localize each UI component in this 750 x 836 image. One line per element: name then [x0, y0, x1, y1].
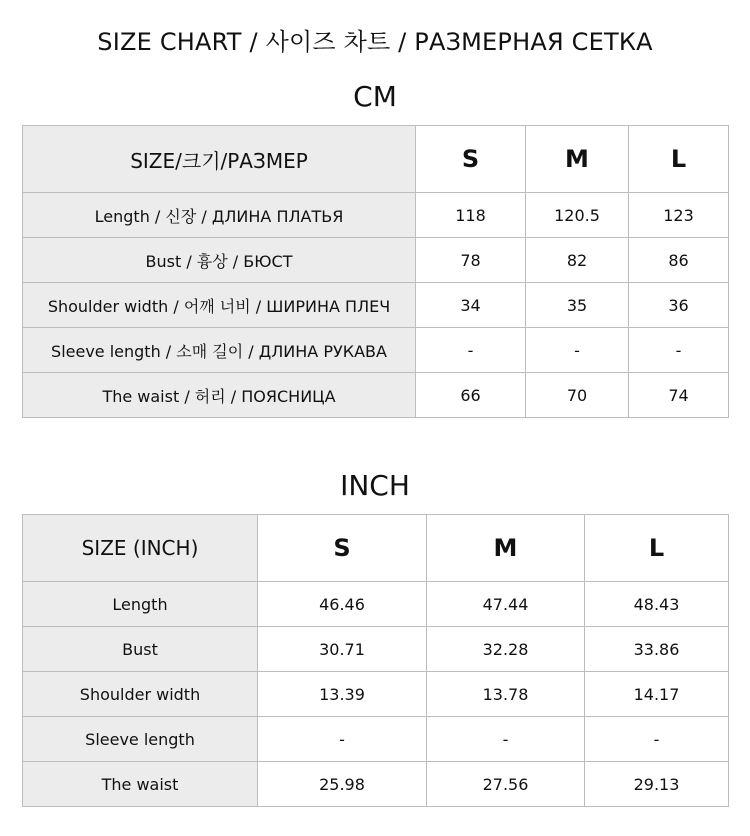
cell-value: 30.71	[258, 627, 427, 672]
inch-header-row	[23, 515, 729, 582]
cm-size-header-label: SIZE/크기/РАЗМЕР	[23, 126, 416, 193]
row-label: Sleeve length	[23, 717, 258, 762]
cell-value: -	[585, 717, 729, 762]
table-row	[23, 238, 729, 283]
cell-value: 32.28	[427, 627, 585, 672]
row-label: The waist / 허리 / ПОЯСНИЦА	[23, 373, 416, 418]
cell-value: -	[416, 328, 526, 373]
cm-size-table	[22, 125, 729, 418]
row-label: Shoulder width / 어깨 너비 / ШИРИНА ПЛЕЧ	[23, 283, 416, 328]
inch-size-table	[22, 514, 729, 807]
inch-unit-heading: INCH	[340, 469, 410, 502]
cell-value: 74	[629, 373, 729, 418]
cell-value: 25.98	[258, 762, 427, 807]
cell-value: 36	[629, 283, 729, 328]
table-row	[23, 762, 729, 807]
cell-value: 14.17	[585, 672, 729, 717]
cm-size-m: M	[526, 126, 629, 193]
cell-value: 34	[416, 283, 526, 328]
cell-value: 82	[526, 238, 629, 283]
cell-value: -	[427, 717, 585, 762]
inch-size-l: L	[585, 515, 729, 582]
inch-size-s: S	[258, 515, 427, 582]
inch-size-header-label: SIZE (INCH)	[23, 515, 258, 582]
cell-value: 86	[629, 238, 729, 283]
cm-size-l: L	[629, 126, 729, 193]
row-label: Length	[23, 582, 258, 627]
table-row	[23, 582, 729, 627]
page-title: SIZE CHART / 사이즈 차트 / РАЗМЕРНАЯ СЕТКА	[97, 28, 653, 56]
cell-value: 27.56	[427, 762, 585, 807]
row-label: Length / 신장 / ДЛИНА ПЛАТЬЯ	[23, 193, 416, 238]
cm-unit-heading: CM	[353, 80, 397, 113]
cell-value: 35	[526, 283, 629, 328]
cell-value: 118	[416, 193, 526, 238]
table-row	[23, 373, 729, 418]
table-row	[23, 717, 729, 762]
cm-header-row	[23, 126, 729, 193]
cell-value: 123	[629, 193, 729, 238]
cell-value: 46.46	[258, 582, 427, 627]
cell-value: 29.13	[585, 762, 729, 807]
cell-value: -	[526, 328, 629, 373]
cell-value: 66	[416, 373, 526, 418]
cell-value: 120.5	[526, 193, 629, 238]
cell-value: 47.44	[427, 582, 585, 627]
cell-value: 70	[526, 373, 629, 418]
row-label: Bust / 흉상 / БЮСТ	[23, 238, 416, 283]
table-row	[23, 283, 729, 328]
table-row	[23, 193, 729, 238]
table-row	[23, 627, 729, 672]
cell-value: 78	[416, 238, 526, 283]
cell-value: 33.86	[585, 627, 729, 672]
table-row	[23, 672, 729, 717]
inch-size-m: M	[427, 515, 585, 582]
row-label: Shoulder width	[23, 672, 258, 717]
row-label: Bust	[23, 627, 258, 672]
cell-value: -	[629, 328, 729, 373]
cell-value: -	[258, 717, 427, 762]
row-label: The waist	[23, 762, 258, 807]
cell-value: 48.43	[585, 582, 729, 627]
cell-value: 13.39	[258, 672, 427, 717]
cell-value: 13.78	[427, 672, 585, 717]
row-label: Sleeve length / 소매 길이 / ДЛИНА РУКАВА	[23, 328, 416, 373]
table-row	[23, 328, 729, 373]
cm-size-s: S	[416, 126, 526, 193]
